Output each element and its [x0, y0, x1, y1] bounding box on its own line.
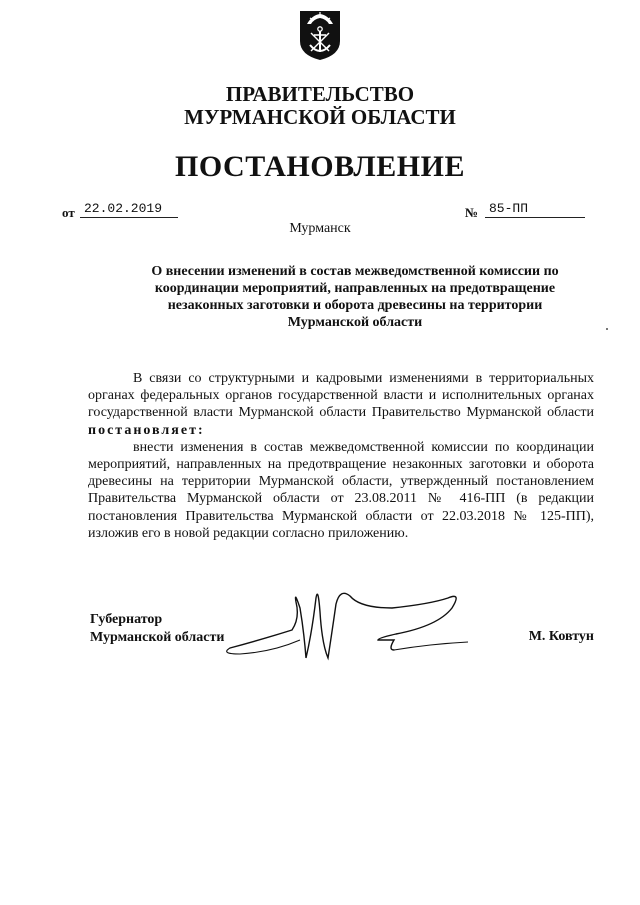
- date-label: от: [62, 205, 75, 220]
- organization-name: [120, 83, 520, 129]
- coat-of-arms-icon: [298, 9, 342, 61]
- city: Мурманск: [289, 221, 351, 236]
- document-subject: [120, 263, 590, 331]
- signatory-title-line-1: Губернатор: [90, 612, 163, 627]
- scan-speck: [606, 328, 608, 330]
- signatory-name: М. Ковтун: [528, 629, 594, 644]
- signatory-title-line-2: Мурманской области: [90, 630, 225, 645]
- number-label: №: [465, 205, 479, 220]
- document-body: [88, 370, 594, 542]
- number-value: 85-ПП: [485, 201, 585, 218]
- subject-line-2: координации мероприятий, направленных на предотвращение: [154, 281, 556, 296]
- date-value: 22.02.2019: [80, 201, 178, 218]
- body-paragraph-2: внести изменения в состав межведомственной комиссии по координации мероприятий, направленных на предотвращение незаконных заготовки и оборота древесины на территории Мурманской области, утвержденный постановлением Правительства Мурманской области от 23.08.2011 № 416-ПП (в редакции постановления Правительства Мурманской области от 22.03.2018 № 125-ПП), изложив его в новой редакции согласно приложению.: [88, 439, 594, 541]
- subject-line-3: незаконных заготовки и оборота древесины на территории: [167, 298, 543, 313]
- organization-line-1: ПРАВИТЕЛЬСТВО: [225, 82, 415, 106]
- resolves-keyword: постановляет:: [88, 422, 205, 438]
- subject-line-4: Мурманской области: [287, 315, 423, 330]
- handwritten-signature: [200, 578, 470, 670]
- organization-line-2: МУРМАНСКОЙ ОБЛАСТИ: [184, 105, 456, 129]
- subject-line-1: О внесении изменений в состав межведомственной комиссии по: [151, 264, 559, 279]
- document-type: ПОСТАНОВЛЕНИЕ: [175, 150, 465, 183]
- body-paragraph-1: [88, 370, 594, 439]
- body-paragraph-1-text: В связи со структурными и кадровыми изменениями в территориальных органах федеральных органов государственной власти и исполнительных органах государственной власти Мурманской области Правительство Мурманской области: [88, 371, 594, 421]
